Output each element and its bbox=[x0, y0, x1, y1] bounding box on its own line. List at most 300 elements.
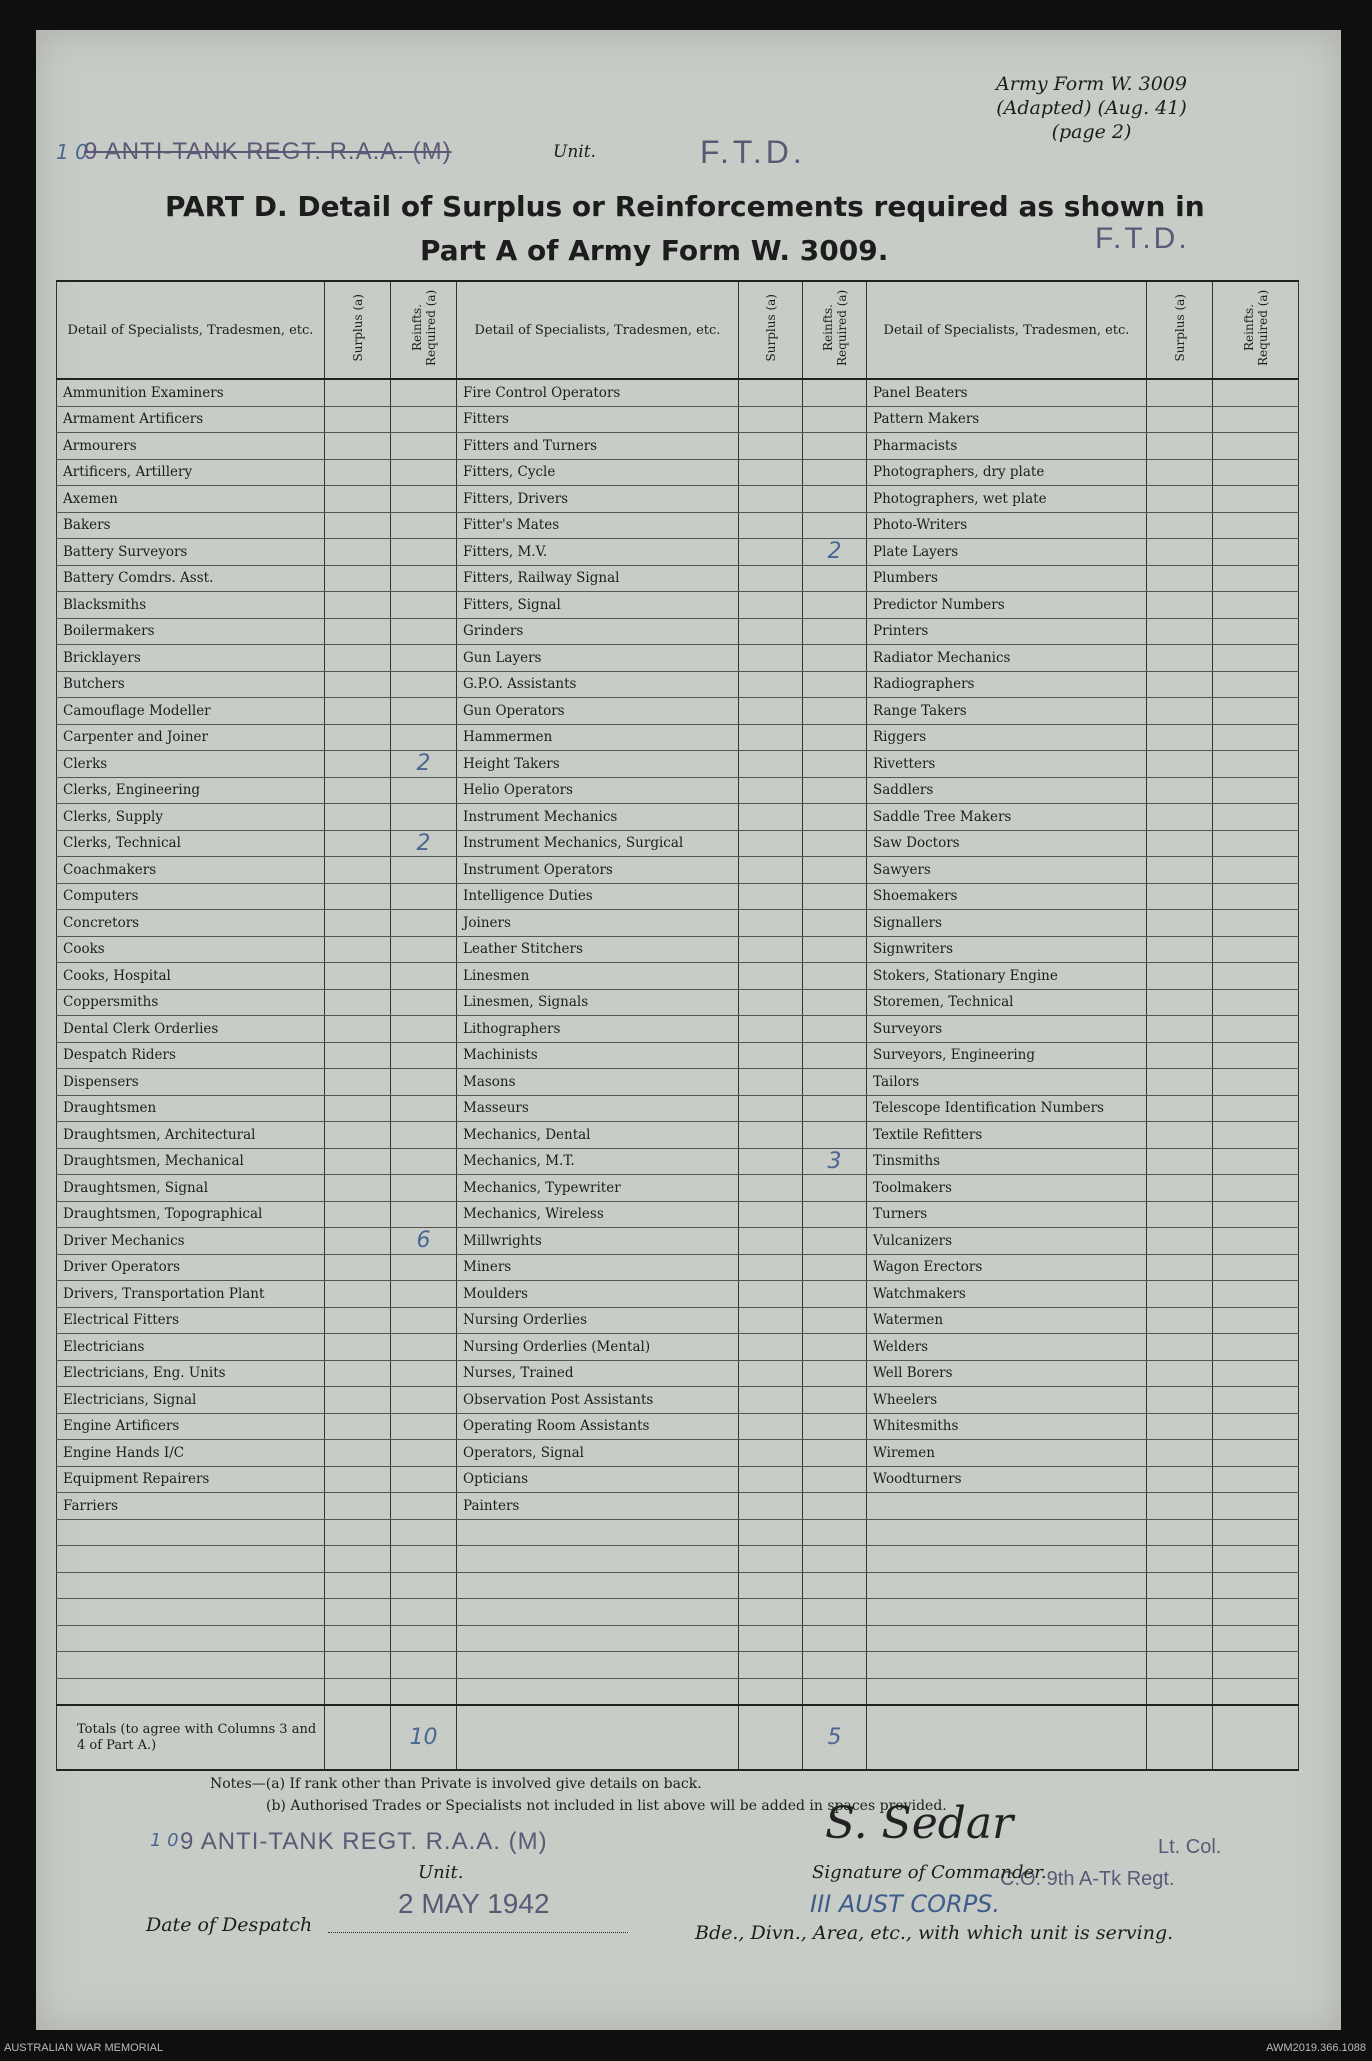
reinfts-cell bbox=[391, 857, 457, 884]
surplus-cell bbox=[1147, 830, 1213, 857]
reinfts-cell bbox=[391, 671, 457, 698]
trade-name-cell: Clerks, Engineering bbox=[57, 777, 325, 804]
table-row bbox=[57, 486, 1299, 513]
table-row bbox=[57, 1334, 1299, 1361]
reinfts-cell bbox=[1213, 804, 1299, 831]
totals-row bbox=[57, 1705, 1299, 1770]
reinfts-cell bbox=[391, 1519, 457, 1546]
surplus-cell bbox=[1147, 618, 1213, 645]
surplus-cell bbox=[1147, 1599, 1213, 1626]
surplus-cell bbox=[1147, 1466, 1213, 1493]
table-row bbox=[57, 1095, 1299, 1122]
surplus-cell bbox=[325, 698, 391, 725]
surplus-cell bbox=[325, 936, 391, 963]
trade-name-cell: Artificers, Artillery bbox=[57, 459, 325, 486]
reinfts-cell bbox=[803, 1360, 867, 1387]
reinfts-cell bbox=[1213, 830, 1299, 857]
reinfts-cell bbox=[1213, 433, 1299, 460]
reinfts-cell bbox=[1213, 1148, 1299, 1175]
surplus-cell bbox=[739, 963, 803, 990]
reinfts-cell bbox=[803, 1387, 867, 1414]
trade-name-cell: Fitters, Drivers bbox=[457, 486, 739, 513]
table-row bbox=[57, 1625, 1299, 1652]
surplus-cell bbox=[1147, 406, 1213, 433]
reinfts-cell bbox=[803, 1572, 867, 1599]
trade-name-cell: Computers bbox=[57, 883, 325, 910]
reinfts-cell bbox=[391, 910, 457, 937]
form-number: Army Form W. 3009 bbox=[996, 73, 1187, 95]
table-row bbox=[57, 433, 1299, 460]
surplus-cell bbox=[739, 698, 803, 725]
surplus-cell bbox=[1147, 1625, 1213, 1652]
reinfts-cell bbox=[1213, 777, 1299, 804]
reinfts-cell bbox=[803, 1466, 867, 1493]
reinfts-cell bbox=[391, 1625, 457, 1652]
reinfts-cell bbox=[391, 1122, 457, 1149]
surplus-cell bbox=[1147, 1546, 1213, 1573]
surplus-cell bbox=[739, 406, 803, 433]
surplus-cell bbox=[1147, 1360, 1213, 1387]
trade-name-cell: Armament Artificers bbox=[57, 406, 325, 433]
surplus-cell bbox=[325, 1069, 391, 1096]
surplus-cell bbox=[1147, 724, 1213, 751]
reinfts-cell bbox=[1213, 1546, 1299, 1573]
unit-label-top: Unit. bbox=[553, 142, 596, 162]
reinfts-cell bbox=[1213, 989, 1299, 1016]
reinfts-cell bbox=[1213, 1652, 1299, 1679]
trade-name-cell: Drivers, Transportation Plant bbox=[57, 1281, 325, 1308]
reinfts-cell bbox=[391, 724, 457, 751]
table-row bbox=[57, 1519, 1299, 1546]
surplus-cell bbox=[325, 857, 391, 884]
trade-name-cell: Toolmakers bbox=[867, 1175, 1147, 1202]
reinfts-cell bbox=[1213, 1254, 1299, 1281]
date-stamp: 2 MAY 1942 bbox=[398, 1888, 550, 1919]
bde-label: Bde., Divn., Area, etc., with which unit is serving. bbox=[695, 1922, 1174, 1944]
reinfts-cell bbox=[391, 1360, 457, 1387]
trade-name-cell: Moulders bbox=[457, 1281, 739, 1308]
reinfts-cell bbox=[391, 1572, 457, 1599]
reinfts-cell bbox=[391, 565, 457, 592]
surplus-cell bbox=[325, 1652, 391, 1679]
reinfts-cell bbox=[1213, 1122, 1299, 1149]
reinfts-cell bbox=[803, 724, 867, 751]
reinfts-cell bbox=[803, 1307, 867, 1334]
surplus-cell bbox=[739, 1254, 803, 1281]
surplus-cell bbox=[739, 724, 803, 751]
trade-name-cell: Gun Operators bbox=[457, 698, 739, 725]
reinfts-cell bbox=[1213, 1466, 1299, 1493]
reinfts-cell bbox=[803, 1122, 867, 1149]
reinfts-cell bbox=[1213, 1519, 1299, 1546]
date-line bbox=[328, 1932, 628, 1933]
reinfts-cell bbox=[803, 1678, 867, 1705]
reinfts-cell bbox=[391, 618, 457, 645]
surplus-cell bbox=[739, 751, 803, 778]
reinfts-cell bbox=[1213, 910, 1299, 937]
surplus-cell bbox=[739, 433, 803, 460]
ftd-stamp-second: F.T.D. bbox=[1095, 222, 1190, 255]
surplus-cell bbox=[739, 1625, 803, 1652]
table-row bbox=[57, 857, 1299, 884]
trade-name-cell: Electricians, Signal bbox=[57, 1387, 325, 1414]
trade-name-cell: Battery Surveyors bbox=[57, 539, 325, 566]
surplus-cell bbox=[739, 857, 803, 884]
surplus-cell bbox=[325, 1466, 391, 1493]
surplus-cell bbox=[1147, 1440, 1213, 1467]
trade-name-cell: Butchers bbox=[57, 671, 325, 698]
trade-name-cell: Surveyors, Engineering bbox=[867, 1042, 1147, 1069]
trade-name-cell: Photographers, wet plate bbox=[867, 486, 1147, 513]
trade-name-cell bbox=[457, 1572, 739, 1599]
trade-name-cell bbox=[457, 1652, 739, 1679]
trade-name-cell: Pharmacists bbox=[867, 433, 1147, 460]
reinfts-cell bbox=[803, 830, 867, 857]
surplus-cell bbox=[1147, 512, 1213, 539]
reinfts-cell bbox=[803, 1254, 867, 1281]
table-row bbox=[57, 830, 1299, 857]
table-row bbox=[57, 1572, 1299, 1599]
surplus-cell bbox=[739, 1307, 803, 1334]
form-page: (page 2) bbox=[1051, 121, 1132, 143]
surplus-cell bbox=[325, 1546, 391, 1573]
surplus-cell bbox=[325, 1281, 391, 1308]
trade-name-cell: Photo-Writers bbox=[867, 512, 1147, 539]
reinfts-cell bbox=[803, 592, 867, 619]
surplus-cell bbox=[325, 777, 391, 804]
trade-name-cell: Fire Control Operators bbox=[457, 379, 739, 406]
reinfts-cell bbox=[803, 963, 867, 990]
trade-name-cell bbox=[457, 1678, 739, 1705]
surplus-cell bbox=[1147, 1148, 1213, 1175]
reinfts-cell bbox=[803, 1546, 867, 1573]
reinfts-cell bbox=[1213, 645, 1299, 672]
trade-name-cell: Signallers bbox=[867, 910, 1147, 937]
trade-name-cell: Shoemakers bbox=[867, 883, 1147, 910]
trade-name-cell: Predictor Numbers bbox=[867, 592, 1147, 619]
reinfts-cell bbox=[1213, 724, 1299, 751]
table-row bbox=[57, 379, 1299, 406]
trade-name-cell bbox=[867, 1493, 1147, 1520]
reinfts-cell bbox=[1213, 1493, 1299, 1520]
surplus-cell bbox=[1147, 936, 1213, 963]
trade-name-cell bbox=[457, 1625, 739, 1652]
table-row bbox=[57, 963, 1299, 990]
trade-name-cell: Watermen bbox=[867, 1307, 1147, 1334]
trade-name-cell bbox=[457, 1519, 739, 1546]
reinfts-cell bbox=[1213, 1069, 1299, 1096]
surplus-cell bbox=[739, 1016, 803, 1043]
surplus-cell bbox=[325, 1148, 391, 1175]
surplus-cell bbox=[1147, 1519, 1213, 1546]
reinfts-cell bbox=[1213, 1572, 1299, 1599]
trade-name-cell: Saddlers bbox=[867, 777, 1147, 804]
surplus-cell bbox=[739, 379, 803, 406]
reinfts-cell bbox=[1213, 1413, 1299, 1440]
reinfts-cell bbox=[391, 1678, 457, 1705]
reinfts-cell bbox=[803, 777, 867, 804]
reinfts-cell bbox=[1213, 1042, 1299, 1069]
trade-name-cell: Draughtsmen, Topographical bbox=[57, 1201, 325, 1228]
surplus-cell bbox=[739, 910, 803, 937]
reinfts-cell bbox=[1213, 539, 1299, 566]
surplus-cell bbox=[1147, 433, 1213, 460]
surplus-cell bbox=[325, 1387, 391, 1414]
surplus-cell bbox=[739, 1493, 803, 1520]
table-row bbox=[57, 618, 1299, 645]
reinfts-cell bbox=[391, 379, 457, 406]
surplus-cell bbox=[325, 1334, 391, 1361]
trade-name-cell: Carpenter and Joiner bbox=[57, 724, 325, 751]
surplus-cell bbox=[739, 1466, 803, 1493]
trade-name-cell bbox=[867, 1625, 1147, 1652]
reinfts-cell bbox=[1213, 406, 1299, 433]
trade-name-cell: Vulcanizers bbox=[867, 1228, 1147, 1255]
surplus-cell bbox=[739, 883, 803, 910]
trade-name-cell bbox=[57, 1678, 325, 1705]
surplus-cell bbox=[325, 1122, 391, 1149]
surplus-cell bbox=[325, 565, 391, 592]
trade-name-cell: Battery Comdrs. Asst. bbox=[57, 565, 325, 592]
reinfts-cell bbox=[803, 1599, 867, 1626]
trade-name-cell: Wagon Erectors bbox=[867, 1254, 1147, 1281]
reinfts-cell bbox=[1213, 486, 1299, 513]
surplus-cell bbox=[739, 1387, 803, 1414]
reinfts-cell bbox=[391, 1148, 457, 1175]
reinfts-cell bbox=[391, 459, 457, 486]
surplus-cell bbox=[1147, 1572, 1213, 1599]
trade-name-cell: G.P.O. Assistants bbox=[457, 671, 739, 698]
surplus-cell bbox=[325, 910, 391, 937]
surplus-cell bbox=[325, 1599, 391, 1626]
trade-name-cell: Welders bbox=[867, 1334, 1147, 1361]
trade-name-cell: Miners bbox=[457, 1254, 739, 1281]
reinfts-cell bbox=[391, 1334, 457, 1361]
unit-label-bottom: Unit. bbox=[418, 1862, 464, 1883]
reinfts-cell bbox=[1213, 1016, 1299, 1043]
reinfts-cell bbox=[1213, 1095, 1299, 1122]
reinfts-cell bbox=[391, 963, 457, 990]
trade-name-cell bbox=[57, 1599, 325, 1626]
col-surplus-header-1: Surplus (a) bbox=[350, 293, 365, 362]
trade-name-cell: Helio Operators bbox=[457, 777, 739, 804]
trade-name-cell bbox=[57, 1519, 325, 1546]
surplus-cell bbox=[739, 1122, 803, 1149]
trade-name-cell: Height Takers bbox=[457, 751, 739, 778]
reinfts-cell bbox=[803, 645, 867, 672]
trade-name-cell: Equipment Repairers bbox=[57, 1466, 325, 1493]
table-row bbox=[57, 1678, 1299, 1705]
trade-name-cell: Nurses, Trained bbox=[457, 1360, 739, 1387]
reinfts-cell bbox=[391, 1413, 457, 1440]
table-row bbox=[57, 777, 1299, 804]
trade-name-cell: Fitters, Railway Signal bbox=[457, 565, 739, 592]
trade-name-cell: Radiographers bbox=[867, 671, 1147, 698]
reinfts-cell bbox=[391, 406, 457, 433]
surplus-cell bbox=[1147, 1678, 1213, 1705]
trade-name-cell: Coachmakers bbox=[57, 857, 325, 884]
table-row bbox=[57, 539, 1299, 566]
note-b: (b) Authorised Trades or Specialists not included in list above will be added in spaces provided. bbox=[266, 1798, 947, 1814]
table-row bbox=[57, 1466, 1299, 1493]
surplus-cell bbox=[739, 936, 803, 963]
trade-name-cell: Leather Stitchers bbox=[457, 936, 739, 963]
surplus-cell bbox=[739, 1148, 803, 1175]
surplus-cell bbox=[1147, 486, 1213, 513]
reinfts-cell: 2 bbox=[391, 751, 457, 778]
trade-name-cell: Mechanics, M.T. bbox=[457, 1148, 739, 1175]
surplus-cell bbox=[325, 433, 391, 460]
reinfts-cell bbox=[1213, 1334, 1299, 1361]
reinfts-cell bbox=[803, 1228, 867, 1255]
reinfts-cell bbox=[1213, 1599, 1299, 1626]
trade-name-cell: Despatch Riders bbox=[57, 1042, 325, 1069]
form-adapted: (Adapted) (Aug. 41) bbox=[996, 97, 1187, 119]
surplus-cell bbox=[739, 1334, 803, 1361]
trade-name-cell: Telescope Identification Numbers bbox=[867, 1095, 1147, 1122]
reinfts-cell bbox=[803, 883, 867, 910]
surplus-cell bbox=[325, 1254, 391, 1281]
reinfts-cell bbox=[1213, 1440, 1299, 1467]
table-row bbox=[57, 671, 1299, 698]
trade-name-cell bbox=[867, 1546, 1147, 1573]
reinfts-cell bbox=[1213, 512, 1299, 539]
reinfts-cell bbox=[391, 592, 457, 619]
reinfts-cell bbox=[803, 1095, 867, 1122]
trade-name-cell: Instrument Mechanics, Surgical bbox=[457, 830, 739, 857]
trade-name-cell: Photographers, dry plate bbox=[867, 459, 1147, 486]
reinfts-cell bbox=[391, 989, 457, 1016]
reinfts-cell bbox=[803, 989, 867, 1016]
surplus-cell bbox=[739, 777, 803, 804]
reinfts-cell bbox=[1213, 857, 1299, 884]
reinfts-cell bbox=[391, 883, 457, 910]
surplus-cell bbox=[325, 1519, 391, 1546]
trade-name-cell: Fitters and Turners bbox=[457, 433, 739, 460]
trade-name-cell: Gun Layers bbox=[457, 645, 739, 672]
surplus-cell bbox=[1147, 1175, 1213, 1202]
col-reinfts-header-1: Reinfts. Required (a) bbox=[409, 289, 438, 366]
surplus-cell bbox=[1147, 1493, 1213, 1520]
trade-name-cell: Stokers, Stationary Engine bbox=[867, 963, 1147, 990]
surplus-cell bbox=[739, 1519, 803, 1546]
table-row bbox=[57, 1122, 1299, 1149]
table-row bbox=[57, 936, 1299, 963]
trade-name-cell: Machinists bbox=[457, 1042, 739, 1069]
reinfts-cell bbox=[391, 1652, 457, 1679]
form-reference bbox=[996, 72, 1187, 144]
table-row bbox=[57, 565, 1299, 592]
reinfts-cell bbox=[1213, 1360, 1299, 1387]
table-row bbox=[57, 1069, 1299, 1096]
trade-name-cell: Wheelers bbox=[867, 1387, 1147, 1414]
trade-name-cell: Masons bbox=[457, 1069, 739, 1096]
trade-name-cell: Opticians bbox=[457, 1466, 739, 1493]
reinfts-cell bbox=[391, 1307, 457, 1334]
surplus-cell bbox=[739, 1228, 803, 1255]
reinfts-cell bbox=[803, 910, 867, 937]
trade-name-cell: Ammunition Examiners bbox=[57, 379, 325, 406]
surplus-cell bbox=[1147, 910, 1213, 937]
reinfts-cell bbox=[1213, 1281, 1299, 1308]
surplus-cell bbox=[739, 804, 803, 831]
surplus-cell bbox=[739, 671, 803, 698]
trade-name-cell: Turners bbox=[867, 1201, 1147, 1228]
reinfts-cell bbox=[1213, 1625, 1299, 1652]
trade-name-cell: Nursing Orderlies (Mental) bbox=[457, 1334, 739, 1361]
trade-name-cell: Concretors bbox=[57, 910, 325, 937]
totals-reinfts-col2: 5 bbox=[803, 1705, 867, 1770]
trade-name-cell bbox=[57, 1652, 325, 1679]
trade-name-cell: Joiners bbox=[457, 910, 739, 937]
trade-name-cell: Whitesmiths bbox=[867, 1413, 1147, 1440]
trade-name-cell bbox=[867, 1519, 1147, 1546]
surplus-cell bbox=[739, 1413, 803, 1440]
reinfts-cell bbox=[803, 1334, 867, 1361]
rank-stamp: Lt. Col. bbox=[1158, 1836, 1222, 1858]
trade-name-cell: Draughtsmen, Architectural bbox=[57, 1122, 325, 1149]
surplus-cell bbox=[325, 1042, 391, 1069]
trade-name-cell: Clerks, Technical bbox=[57, 830, 325, 857]
reinfts-cell bbox=[1213, 618, 1299, 645]
surplus-cell bbox=[325, 512, 391, 539]
reinfts-cell bbox=[803, 618, 867, 645]
reinfts-cell bbox=[1213, 671, 1299, 698]
reinfts-cell bbox=[1213, 565, 1299, 592]
reinfts-cell bbox=[803, 936, 867, 963]
reinfts-cell bbox=[1213, 883, 1299, 910]
reinfts-cell bbox=[391, 1546, 457, 1573]
trade-name-cell: Operators, Signal bbox=[457, 1440, 739, 1467]
trade-name-cell: Lithographers bbox=[457, 1016, 739, 1043]
surplus-cell bbox=[739, 989, 803, 1016]
table-row bbox=[57, 645, 1299, 672]
surplus-cell bbox=[1147, 1413, 1213, 1440]
trade-name-cell bbox=[57, 1546, 325, 1573]
reinfts-cell bbox=[803, 1042, 867, 1069]
trade-name-cell: Rivetters bbox=[867, 751, 1147, 778]
trade-name-cell: Cooks bbox=[57, 936, 325, 963]
col-detail-header-2: Detail of Specialists, Tradesmen, etc. bbox=[457, 281, 739, 379]
table-row bbox=[57, 1413, 1299, 1440]
table-row bbox=[57, 1281, 1299, 1308]
trade-name-cell: Blacksmiths bbox=[57, 592, 325, 619]
surplus-cell bbox=[1147, 1122, 1213, 1149]
reinfts-cell bbox=[1213, 1201, 1299, 1228]
trade-name-cell: Clerks, Supply bbox=[57, 804, 325, 831]
surplus-cell bbox=[739, 1201, 803, 1228]
trade-name-cell: Instrument Operators bbox=[457, 857, 739, 884]
trade-name-cell: Pattern Makers bbox=[867, 406, 1147, 433]
surplus-cell bbox=[739, 1678, 803, 1705]
trade-name-cell: Masseurs bbox=[457, 1095, 739, 1122]
surplus-cell bbox=[1147, 1042, 1213, 1069]
surplus-cell bbox=[1147, 883, 1213, 910]
trade-name-cell: Mechanics, Dental bbox=[457, 1122, 739, 1149]
surplus-cell bbox=[1147, 751, 1213, 778]
trade-name-cell bbox=[457, 1599, 739, 1626]
surplus-cell bbox=[325, 989, 391, 1016]
trade-name-cell: Saw Doctors bbox=[867, 830, 1147, 857]
trade-name-cell bbox=[867, 1652, 1147, 1679]
reinfts-cell: 6 bbox=[391, 1228, 457, 1255]
reinfts-cell bbox=[391, 539, 457, 566]
surplus-cell bbox=[739, 1360, 803, 1387]
reinfts-cell bbox=[391, 698, 457, 725]
surplus-cell bbox=[739, 1175, 803, 1202]
reinfts-cell bbox=[803, 379, 867, 406]
surplus-cell bbox=[739, 486, 803, 513]
